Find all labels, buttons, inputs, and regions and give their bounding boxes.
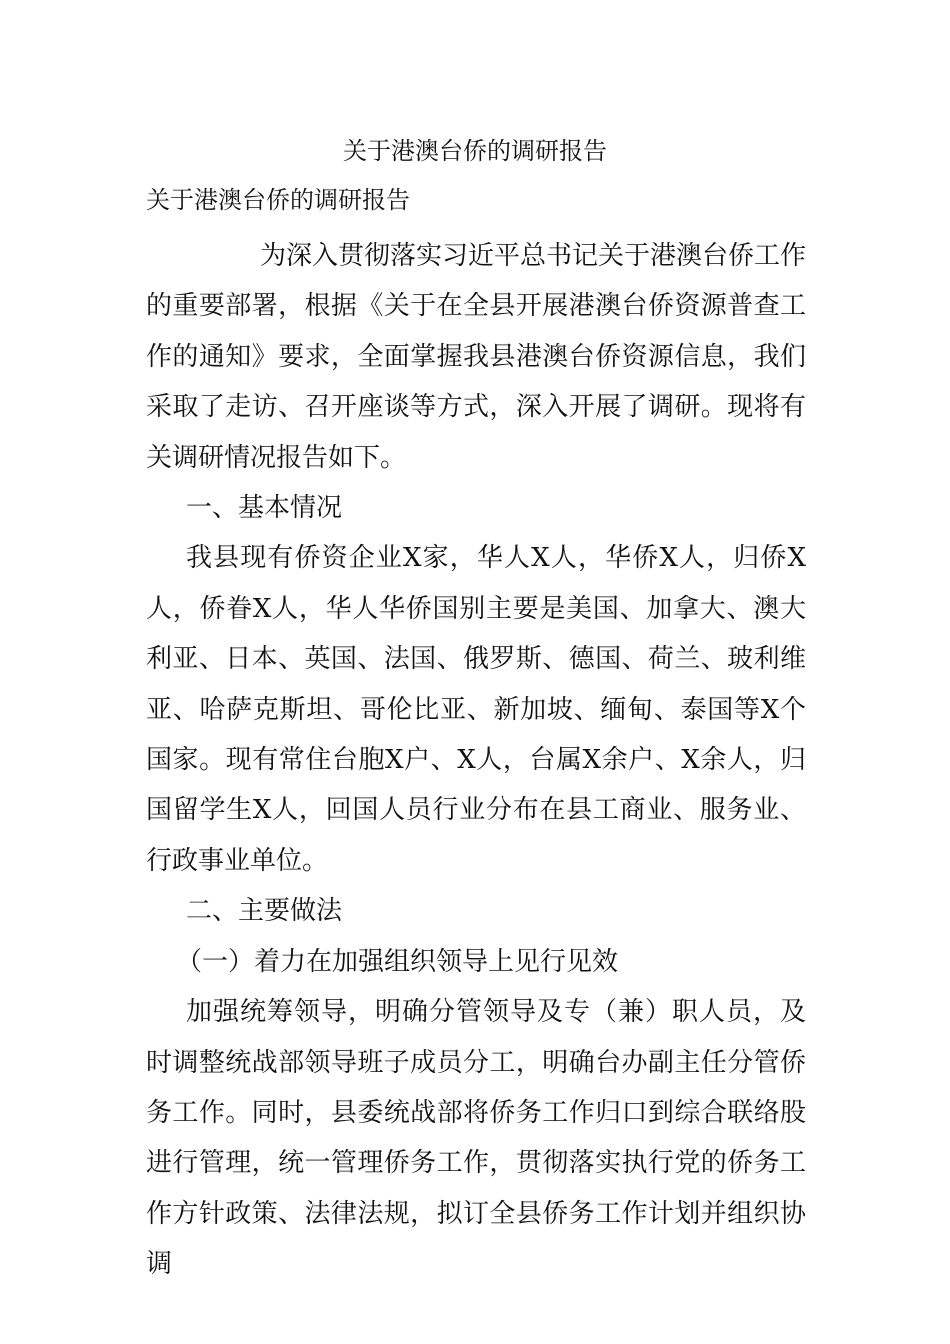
section-heading-main-practices: 二、主要做法 — [186, 896, 343, 927]
subsection-heading-organization: （一）着力在加强组织领导上见行见效 — [176, 946, 619, 977]
basic-situation-paragraph: 我县现有侨资企业X家，华人X人，华侨X人，归侨X人，侨眷X人，华人华侨国别主要是美国、加拿大、澳大利亚、日本、英国、法国、俄罗斯、德国、荷兰、玻利维亚、哈萨克斯坦、哥伦比亚、新加坡、缅甸、泰国等X个国家。现有常住台胞X户、X人，台属X余户、X余人，归国留学生X人，回国人员行业分布在县工商业、服务业、行政事业单位。 — [146, 543, 806, 876]
document-body — [146, 231, 806, 1290]
intro-paragraph: 为深入贯彻落实习近平总书记关于港澳台侨工作的重要部署，根据《关于在全县开展港澳台侨资源普查工作的通知》要求，全面掌握我县港澳台侨资源信息，我们采取了走访、召开座谈等方式，深入开展了调研。现将有关调研情况报告如下。 — [146, 241, 807, 473]
section-heading-basic-situation: 一、基本情况 — [186, 493, 343, 524]
organization-paragraph: 加强统筹领导，明确分管领导及专（兼）职人员，及时调整统战部领导班子成员分工，明确台办副主任分管侨务工作。同时，县委统战部将侨务工作归口到综合联络股进行管理，统一管理侨务工作，贯彻落实执行党的侨务工作方针政策、法律法规，拟订全县侨务工作计划并组织协调 — [146, 997, 806, 1280]
document-title: 关于港澳台侨的调研报告 — [343, 137, 607, 165]
document-subtitle: 关于港澳台侨的调研报告 — [146, 186, 410, 214]
